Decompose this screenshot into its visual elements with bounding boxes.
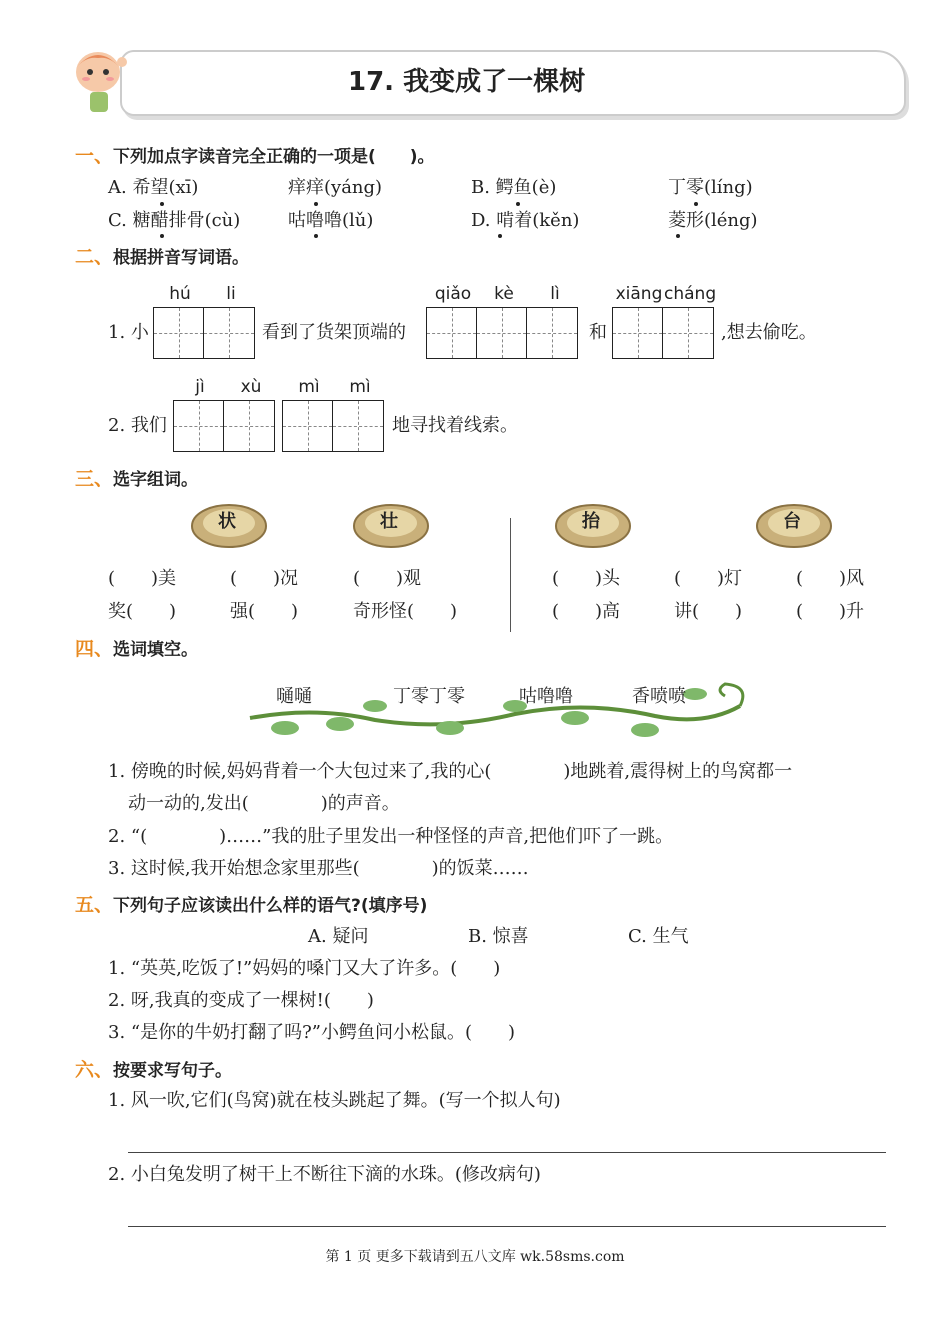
q3-item: ( )美 [108,568,177,589]
writing-grid-huli[interactable] [153,307,255,359]
q2-line1-mid: 看到了货架顶端的 [262,322,406,343]
grid-cell[interactable] [527,308,577,358]
q3-item: 强( ) [230,601,299,622]
grid-cell[interactable] [204,308,254,358]
pinyin: xiāng [615,284,663,304]
q3-item: 奖( ) [108,601,177,622]
q3-item: 奇形怪( ) [353,601,458,622]
q6-line1: 1. 风一吹,它们(鸟窝)就在枝头跳起了舞。(写一个拟人句) [108,1090,561,1111]
nest-icon [352,500,430,548]
writing-grid-qiaokeli[interactable] [426,307,578,359]
pinyin: cháng [664,284,717,304]
section-6-heading: 六、按要求写句子。 [75,1059,233,1081]
divider [510,518,511,632]
emphasis-dot [676,234,680,238]
nest-char: 台 [783,511,801,532]
pinyin: xù [240,377,262,397]
q1-option-d2: 菱形(léng) [668,210,758,231]
q1-option-a1: A. 希望(xī) [108,177,199,198]
q3-item: ( )观 [353,568,422,589]
q6-line2: 2. 小白兔发明了树干上不断往下滴的水珠。(修改病句) [108,1164,541,1185]
grid-cell[interactable] [477,308,527,358]
grid-cell[interactable] [613,308,663,358]
nest-char: 抬 [582,511,600,532]
nest-icon [554,500,632,548]
q3-item: ( )升 [796,601,865,622]
pinyin: jì [195,377,205,397]
emphasis-dot [314,234,318,238]
grid-cell[interactable] [283,401,333,451]
nest-icon [190,500,268,548]
q5-line1: 1. “英英,吃饭了!”妈妈的嗓门又大了许多。( ) [108,958,501,979]
q4-line3: 3. 这时候,我开始想念家里那些( )的饭菜…… [108,858,529,879]
writing-grid-mimi[interactable] [282,400,384,452]
q1-option-b2: 丁零(líng) [668,177,753,198]
q1-option-a2: 痒痒(yáng) [288,177,383,198]
emphasis-dot [516,202,520,206]
section-5-heading: 五、下列句子应该读出什么样的语气?(填序号) [75,894,428,916]
answer-line[interactable] [128,1226,886,1227]
q5-option: B. 惊喜 [468,926,529,947]
word-option: 丁零丁零 [393,686,465,707]
grid-cell[interactable] [427,308,477,358]
grid-cell[interactable] [224,401,274,451]
pinyin: qiǎo [434,284,472,304]
q2-line1-end: ,想去偷吃。 [721,322,817,343]
q3-item: ( )头 [552,568,621,589]
section-2-heading: 二、根据拼音写词语。 [75,246,250,268]
grid-cell[interactable] [663,308,713,358]
pinyin: li [226,284,236,304]
q3-item: ( )高 [552,601,621,622]
pinyin: lì [550,284,560,304]
nest-icon [755,500,833,548]
emphasis-dot [314,202,318,206]
writing-grid-xiangchang[interactable] [612,307,714,359]
emphasis-dot [498,234,502,238]
q3-item: 讲( ) [674,601,743,622]
q1-option-d1: D. 啃着(kěn) [471,210,580,231]
mascot-icon [60,48,140,118]
pinyin: kè [494,284,514,304]
grid-cell[interactable] [154,308,204,358]
word-option: 咕噜噜 [519,686,573,707]
page-title: 17. 我变成了一棵树 [348,67,586,97]
section-3-heading: 三、选字组词。 [75,468,199,490]
q2-line1-prefix: 1. 小 [108,322,149,343]
section-4-heading: 四、选词填空。 [75,638,199,660]
q4-line2: 2. “( )……”我的肚子里发出一种怪怪的声音,把他们吓了一跳。 [108,826,674,847]
q3-item: ( )灯 [674,568,743,589]
section-1-heading: 一、下列加点字读音完全正确的一项是( )。 [75,145,435,167]
q2-line2-end: 地寻找着线索。 [392,415,518,436]
q3-item: ( )风 [796,568,865,589]
q2-line1-and: 和 [589,322,607,343]
page-footer: 第 1 页 更多下载请到五八文库 wk.58sms.com [325,1249,625,1265]
q3-item: ( )况 [230,568,299,589]
q1-option-c2: 咕噜噜(lǔ) [288,210,374,231]
q1-option-c1: C. 糖醋排骨(cù) [108,210,241,231]
grid-cell[interactable] [174,401,224,451]
word-option: 香喷喷 [632,686,686,707]
pinyin: mì [349,377,371,397]
emphasis-dot [160,202,164,206]
q5-line3: 3. “是你的牛奶打翻了吗?”小鳄鱼问小松鼠。( ) [108,1022,515,1043]
q4-line1b: 动一动的,发出( )的声音。 [128,793,400,814]
answer-line[interactable] [128,1152,886,1153]
word-option: 嗵嗵 [276,686,312,707]
q4-line1: 1. 傍晚的时候,妈妈背着一个大包过来了,我的心( )地跳着,震得树上的鸟窝都一 [108,761,793,782]
q2-line2-prefix: 2. 我们 [108,415,167,436]
nest-char: 状 [218,511,236,532]
writing-grid-jixu[interactable] [173,400,275,452]
emphasis-dot [160,234,164,238]
q5-line2: 2. 呀,我真的变成了一棵树!( ) [108,990,374,1011]
q1-option-b1: B. 鳄鱼(è) [471,177,557,198]
emphasis-dot [694,202,698,206]
q5-option: A. 疑问 [308,926,369,947]
pinyin: mì [298,377,320,397]
pinyin: hú [169,284,191,304]
grid-cell[interactable] [333,401,383,451]
nest-char: 壮 [380,511,398,532]
q5-option: C. 生气 [628,926,689,947]
